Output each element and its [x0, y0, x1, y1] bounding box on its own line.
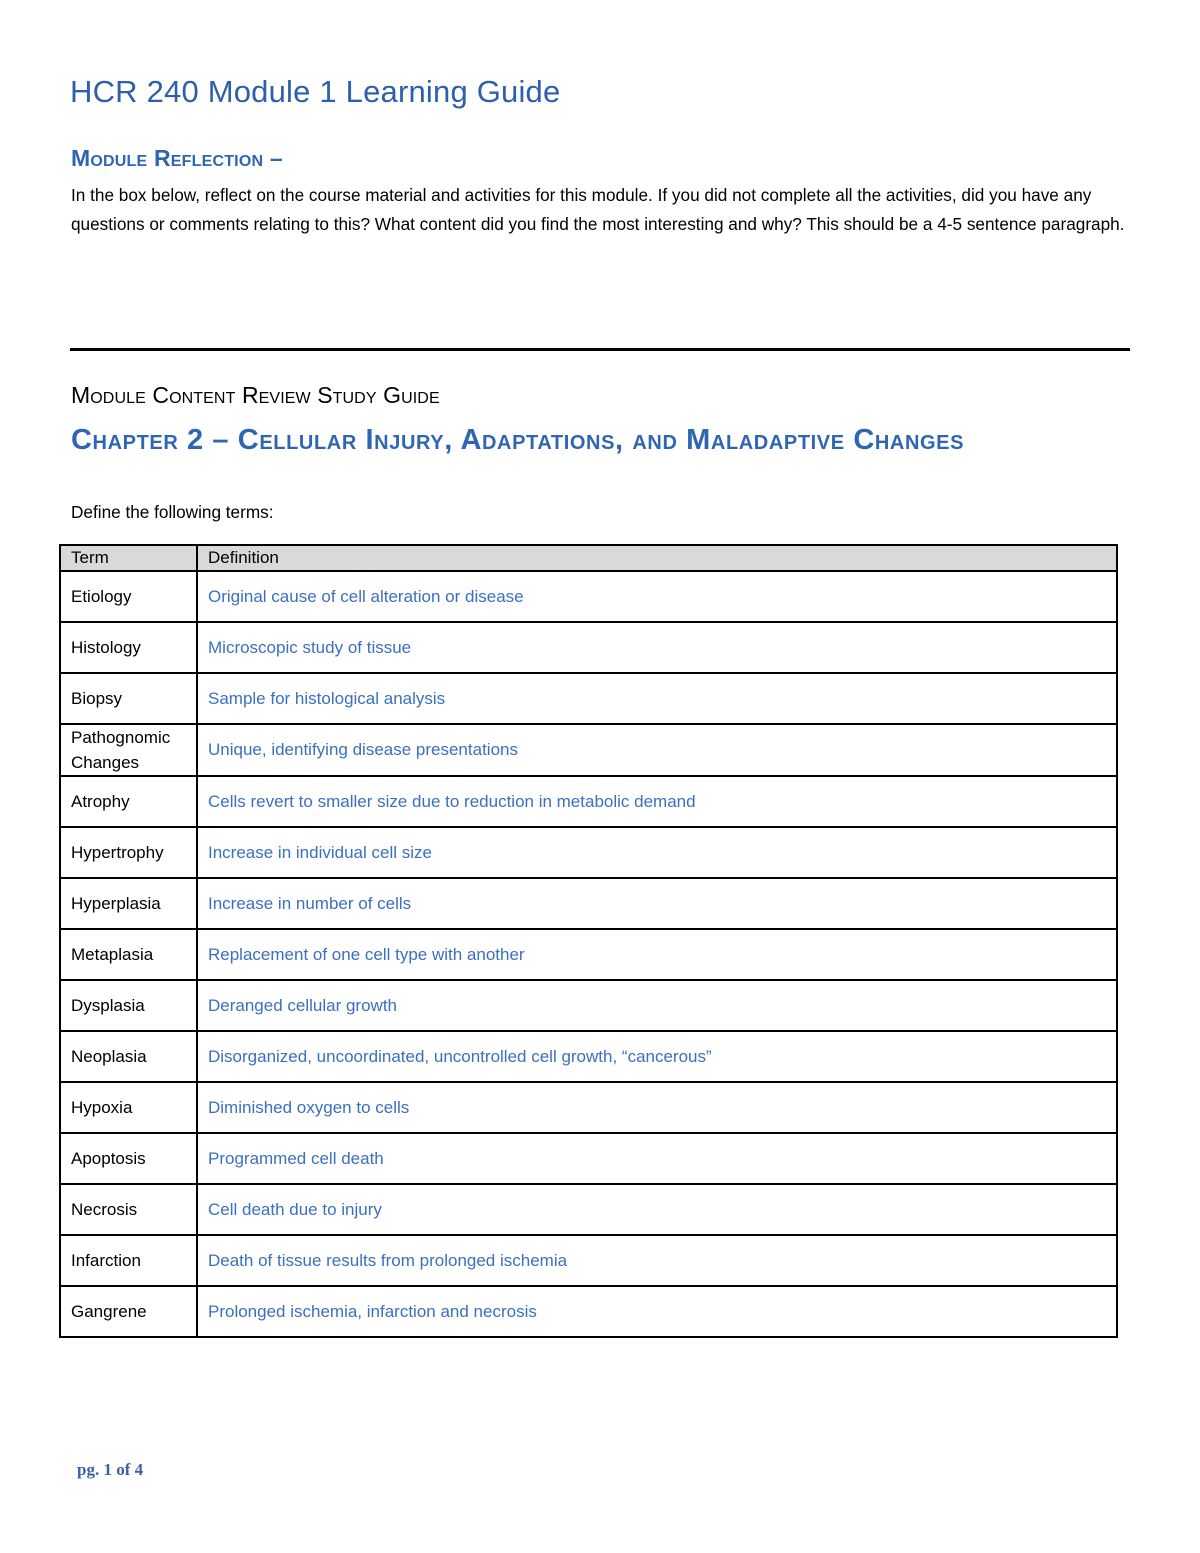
definition-cell[interactable]: Microscopic study of tissue: [197, 622, 1117, 673]
table-row: [60, 1082, 1117, 1133]
term-cell: Atrophy: [60, 776, 197, 827]
module-reflection-prompt: In the box below, reflect on the course material and activities for this module. If you did not complete all the activities, did you have any questions or comments relating to this? What content did you find the most interesting and why? This should be a 4-5 sentence paragraph.: [71, 185, 1125, 234]
table-row: [60, 1286, 1117, 1337]
terms-table: [59, 544, 1118, 1338]
table-row: [60, 724, 1117, 776]
table-row: [60, 1235, 1117, 1286]
table-row: [60, 827, 1117, 878]
definition-cell[interactable]: Replacement of one cell type with another: [197, 929, 1117, 980]
term-cell: Histology: [60, 622, 197, 673]
term-cell: Gangrene: [60, 1286, 197, 1337]
define-terms-prompt: Define the following terms:: [71, 502, 274, 522]
table-row: [60, 878, 1117, 929]
term-cell: Hypertrophy: [60, 827, 197, 878]
term-cell: Dysplasia: [60, 980, 197, 1031]
term-cell: Metaplasia: [60, 929, 197, 980]
definition-cell[interactable]: Prolonged ischemia, infarction and necrosis: [197, 1286, 1117, 1337]
table-row: [60, 929, 1117, 980]
column-header-term: Term: [60, 545, 197, 571]
document-title: HCR 240 Module 1 Learning Guide: [70, 74, 561, 109]
definition-cell[interactable]: Cells revert to smaller size due to reduction in metabolic demand: [197, 776, 1117, 827]
table-row: [60, 622, 1117, 673]
definition-cell[interactable]: Cell death due to injury: [197, 1184, 1117, 1235]
term-cell: Pathognomic Changes: [60, 724, 197, 776]
term-cell: Infarction: [60, 1235, 197, 1286]
term-cell: Necrosis: [60, 1184, 197, 1235]
term-cell: Hyperplasia: [60, 878, 197, 929]
definition-cell[interactable]: Original cause of cell alteration or disease: [197, 571, 1117, 622]
chapter-heading: Chapter 2 – Cellular Injury, Adaptations, and Maladaptive Changes: [71, 424, 965, 456]
definition-cell[interactable]: Death of tissue results from prolonged ischemia: [197, 1235, 1117, 1286]
section-divider: [70, 348, 1130, 351]
module-reflection-heading: Module Reflection –: [71, 145, 283, 171]
column-header-definition: Definition: [197, 545, 1117, 571]
table-row: [60, 776, 1117, 827]
definition-cell[interactable]: Programmed cell death: [197, 1133, 1117, 1184]
table-row: [60, 980, 1117, 1031]
page-number: pg. 1 of 4: [77, 1460, 144, 1479]
table-row: [60, 1031, 1117, 1082]
term-cell: Neoplasia: [60, 1031, 197, 1082]
term-cell: Hypoxia: [60, 1082, 197, 1133]
table-row: [60, 673, 1117, 724]
definition-cell[interactable]: Sample for histological analysis: [197, 673, 1117, 724]
term-cell: Apoptosis: [60, 1133, 197, 1184]
content-review-heading: Module Content Review Study Guide: [71, 382, 440, 408]
definition-cell[interactable]: Deranged cellular growth: [197, 980, 1117, 1031]
definition-cell[interactable]: Disorganized, uncoordinated, uncontrolled cell growth, “cancerous”: [197, 1031, 1117, 1082]
definition-cell[interactable]: Increase in number of cells: [197, 878, 1117, 929]
definition-cell[interactable]: Diminished oxygen to cells: [197, 1082, 1117, 1133]
definition-cell[interactable]: Unique, identifying disease presentations: [197, 724, 1117, 776]
table-row: [60, 1184, 1117, 1235]
definition-cell[interactable]: Increase in individual cell size: [197, 827, 1117, 878]
term-cell: Etiology: [60, 571, 197, 622]
term-cell: Biopsy: [60, 673, 197, 724]
table-row: [60, 571, 1117, 622]
table-header-row: [60, 545, 1117, 571]
table-row: [60, 1133, 1117, 1184]
